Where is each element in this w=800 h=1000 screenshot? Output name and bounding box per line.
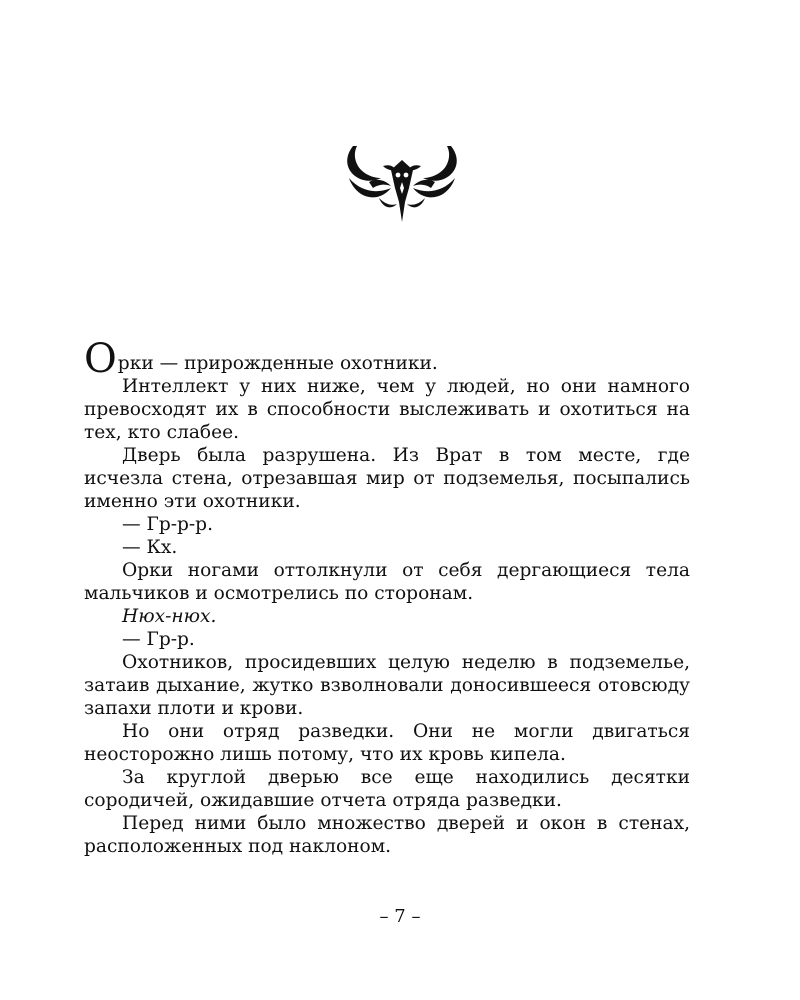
paragraph-7: Перед ними было множество дверей и окон в стенах, расположенных под наклоном.: [84, 813, 690, 857]
paragraph-6: За круглой дверью все еще находились десятки сородичей, ожидавшие отчета отряда разведки.: [84, 767, 690, 811]
italic-sound-line: Нюх-нюх.: [122, 606, 217, 627]
drop-cap: О: [84, 336, 117, 382]
paragraph-1: Интеллект у них ниже, чем у людей, но они намного превосходят их в способности выслеживать и охотиться на тех, кто слабее.: [84, 376, 690, 443]
dialogue-line-1: — Гр-р-р.: [122, 514, 213, 535]
paragraph-2: Дверь была разрушена. Из Врат в том месте, где исчезла стена, отрезавшая мир от подземелья, посыпались именно эти охотники.: [84, 445, 690, 512]
body-text: [84, 336, 690, 858]
opening-paragraph: [84, 336, 690, 382]
tribal-horned-emblem-icon: [343, 142, 461, 224]
dialogue-line-2: — Кх.: [122, 537, 178, 558]
paragraph-3: Орки ногами оттолкнули от себя дергающиеся тела мальчиков и осмотрелись по сторонам.: [84, 560, 690, 604]
dialogue-line-3: — Гр-р.: [122, 629, 195, 650]
opening-line-text: рки — прирожденные охотники.: [117, 353, 438, 374]
page-number: – 7 –: [379, 906, 421, 927]
paragraph-4: Охотников, просидевших целую неделю в подземелье, затаив дыхание, жутко взволновали доносившееся отовсюду запахи плоти и крови.: [84, 652, 690, 719]
paragraph-5: Но они отряд разведки. Они не могли двигаться неосторожно лишь потому, что их кровь кипела.: [84, 721, 690, 765]
